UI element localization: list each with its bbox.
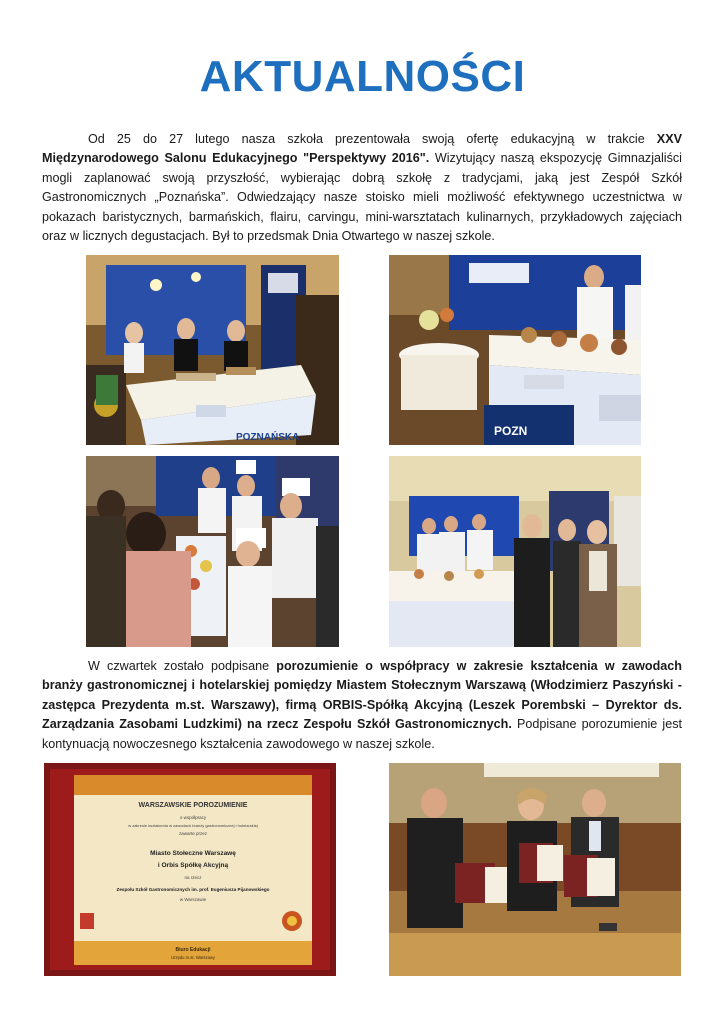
screen-line-1: o współpracy (179, 815, 207, 820)
booth-sign-text-2: POZN (494, 424, 528, 438)
screen-line-3: zawarte przez (178, 831, 208, 836)
intro-paragraph (42, 130, 682, 246)
screen-footer-2: Urzędu m.st. Warszawy (170, 955, 216, 960)
screen-line-2: w zakresie kształcenia w zawodach branży gastronomicznej i hotelarskiej (128, 823, 258, 828)
intro-bold-event: XXV Międzynarodowego Salonu Edukacyjnego "Perspektywy 2016". (42, 132, 682, 166)
booth-sign-text: POZNAŃSKA (236, 432, 300, 443)
photo-booth-baristas (86, 255, 339, 445)
intro-text-2: Wizytujący naszą ekspozycję Gimnazjaliści mogli zaplanować swoją przyszłość, wybierając dobrą szkołę z tradycjami, jaką jest Zespół Szkół Gastronomicznych „Poznańska”. Odwiedzający nasze stoisko mieli możliwość efektywnego uczestnictwa w pokazach baristycznych, barmańskich, flairu, carvingu, mini-warsztatach kulinarnych, przykładowych zajęciach oraz w licznych degustacjach. Był to przedsmak Dnia Otwartego w naszej szkole. (42, 151, 682, 244)
intro-text-1: Od 25 do 27 lutego nasza szkoła prezentowała swoją ofertę edukacyjną w trakcie (88, 132, 657, 146)
photo-agreement-screen (44, 763, 336, 976)
photo-buffet-table (389, 255, 641, 445)
screen-line-4: Miasto Stołeczne Warszawę (150, 850, 236, 857)
agreement-text-1: W czwartek zostało podpisane (88, 659, 277, 673)
warsaw-crest-icon (80, 913, 94, 929)
photo-visitors-booth (389, 456, 641, 647)
page-title: AKTUALNOŚCI (199, 52, 526, 101)
screen-footer-1: Biuro Edukacji (175, 947, 211, 953)
photo-signing-ceremony (389, 763, 681, 976)
screen-line-5: i Orbis Spółkę Akcyjną (157, 862, 229, 869)
screen-line-7: Zespołu Szkół Gastronomicznych im. prof. Eugeniusza Pijanowskiego (116, 887, 270, 892)
screen-line-8: w Warszawie (179, 897, 207, 902)
screen-line-6: na rzecz (184, 875, 202, 880)
agreement-text-2: Podpisane porozumienie jest kontynuacją nowoczesnego kształcenia zawodowego w naszej szkole. (42, 717, 682, 751)
agreement-bold: porozumienie o współpracy w zakresie kształcenia w zawodach branży gastronomicznej i hotelarskiej pomiędzy Miastem Stołecznym Warszawą (Włodzimierz Paszyński - zastępca Prezydenta m.st. Warszawy), firmą ORBIS-Spółką Akcyjną (Leszek Porembski – Dyrektor ds. Zarządzania Zasobami Ludzkimi) na rzecz Zespołu Szkół Gastronomicznych. (42, 659, 682, 732)
agreement-paragraph (42, 657, 682, 754)
photo-chefs-serving (86, 456, 339, 647)
screen-title: WARSZAWSKIE POROZUMIENIE (138, 802, 248, 809)
